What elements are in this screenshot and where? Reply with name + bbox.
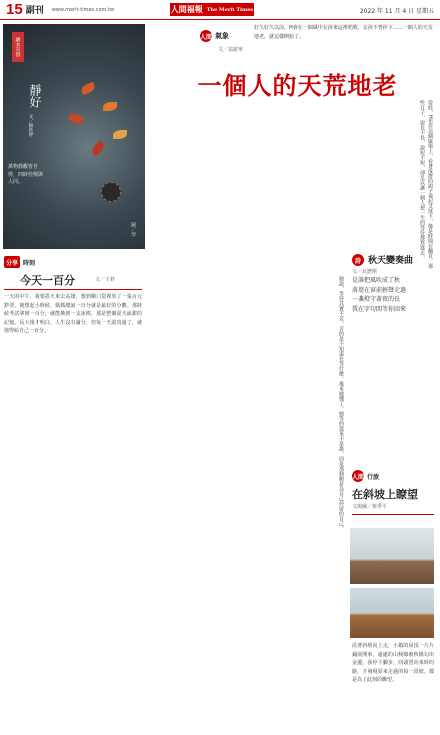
column-divider: [4, 289, 142, 290]
page-number: 15: [6, 1, 23, 18]
essay-photo-slope: [350, 588, 434, 638]
newspaper-logo: 人間福報 The Merit Times: [170, 4, 254, 14]
feature-badge: 人間: [200, 30, 212, 42]
feature-author: 文／翁慈寧: [218, 47, 244, 53]
feature-body-b: 她說，等待其實不苦，苦的是不知道在等什麼。後來她懂了，她等的從來不是誰，而是那個願意為自己停留的自己。: [338, 276, 344, 531]
hero-illustration: [3, 24, 145, 249]
poem-title: 秋天變奏曲: [368, 256, 414, 266]
essay-photo-landscape: [350, 528, 434, 584]
issue-date: 2022 年 11 月 4 日 星期五: [359, 8, 434, 15]
essay-body: 沿著斜坡向上走，小鎮的屋頂一片片鋪展開來，遠處的山稜線被秋陽勾出金邊。我停下腳步，回頭望向來時的路，才發現原來走過的每一段坡，都是為了此刻的瞭望。: [352, 643, 434, 683]
illustrator-credit: 圖／琴: [130, 222, 136, 237]
poem-badge: 詩: [352, 254, 364, 266]
maple-branch-art: [61, 84, 136, 214]
hero-author: 文／賴鈺婷: [28, 114, 33, 137]
essay-badge: 人間: [352, 470, 364, 482]
feature-headline: 一個人的天荒地老: [197, 71, 398, 100]
feature-body-a: 曾經，H也在這個廣場上，看著成群的鴿子飛起又落下，像是時間在翻頁。那些日子，說長不長，說短不短，卻足以讓一個人把一生的等待都寫進去。: [419, 100, 433, 269]
poem-lines: 是誰把風吹成了秋 落葉在窗前輕聲走過 一盞燈守著夜的長 我在字句間等你回來: [352, 277, 407, 313]
poem-author: 文／瓦歷斯: [352, 269, 378, 275]
seed-pod-art: [101, 182, 121, 202]
feature-kicker: 人間 氣象: [200, 32, 229, 41]
essay-author: 文與圖／蔡季平: [352, 504, 388, 510]
page-header: [0, 0, 440, 20]
essay-kicker: 人間 行旅: [352, 470, 379, 482]
column-author: 文／千鈴: [95, 277, 116, 283]
site-url[interactable]: www.merit-times.com.tw: [51, 6, 115, 13]
essay-divider: [352, 514, 434, 515]
poem-kicker: [352, 254, 364, 266]
column-body: 一天的中午，我要搭火車去高雄，想到剛口袋裡放了一張百元鈔票，便想起小時候，媽媽總說一百分就是最好的分數。那時候考試拿到一百分，就能換到一支冰棒，那是整個夏天最甜的記憶。長大後才明白，人生沒有滿分，但每一天認真過了，就值得給自己一百分。: [4, 294, 142, 334]
section-name: 副刊: [25, 6, 44, 16]
hero-title: 靜好: [28, 84, 42, 108]
hero-tag: 繪本有情: [12, 32, 24, 62]
essay-title: 在斜坡上瞭望: [352, 488, 418, 501]
hero-poem: 萬物靜觀皆自得，四時佳興與人同。: [8, 164, 44, 185]
feature-lede: 好久好久以前，H會在一個風中女孩來這裡唱歌，女孩不曾停下……一個人的天荒地老，就這樣開始了。: [254, 25, 433, 40]
column-title: 今天一百分: [20, 274, 75, 287]
column-kicker: 分享 時刻: [4, 256, 35, 268]
column-badge: 分享: [4, 256, 20, 268]
